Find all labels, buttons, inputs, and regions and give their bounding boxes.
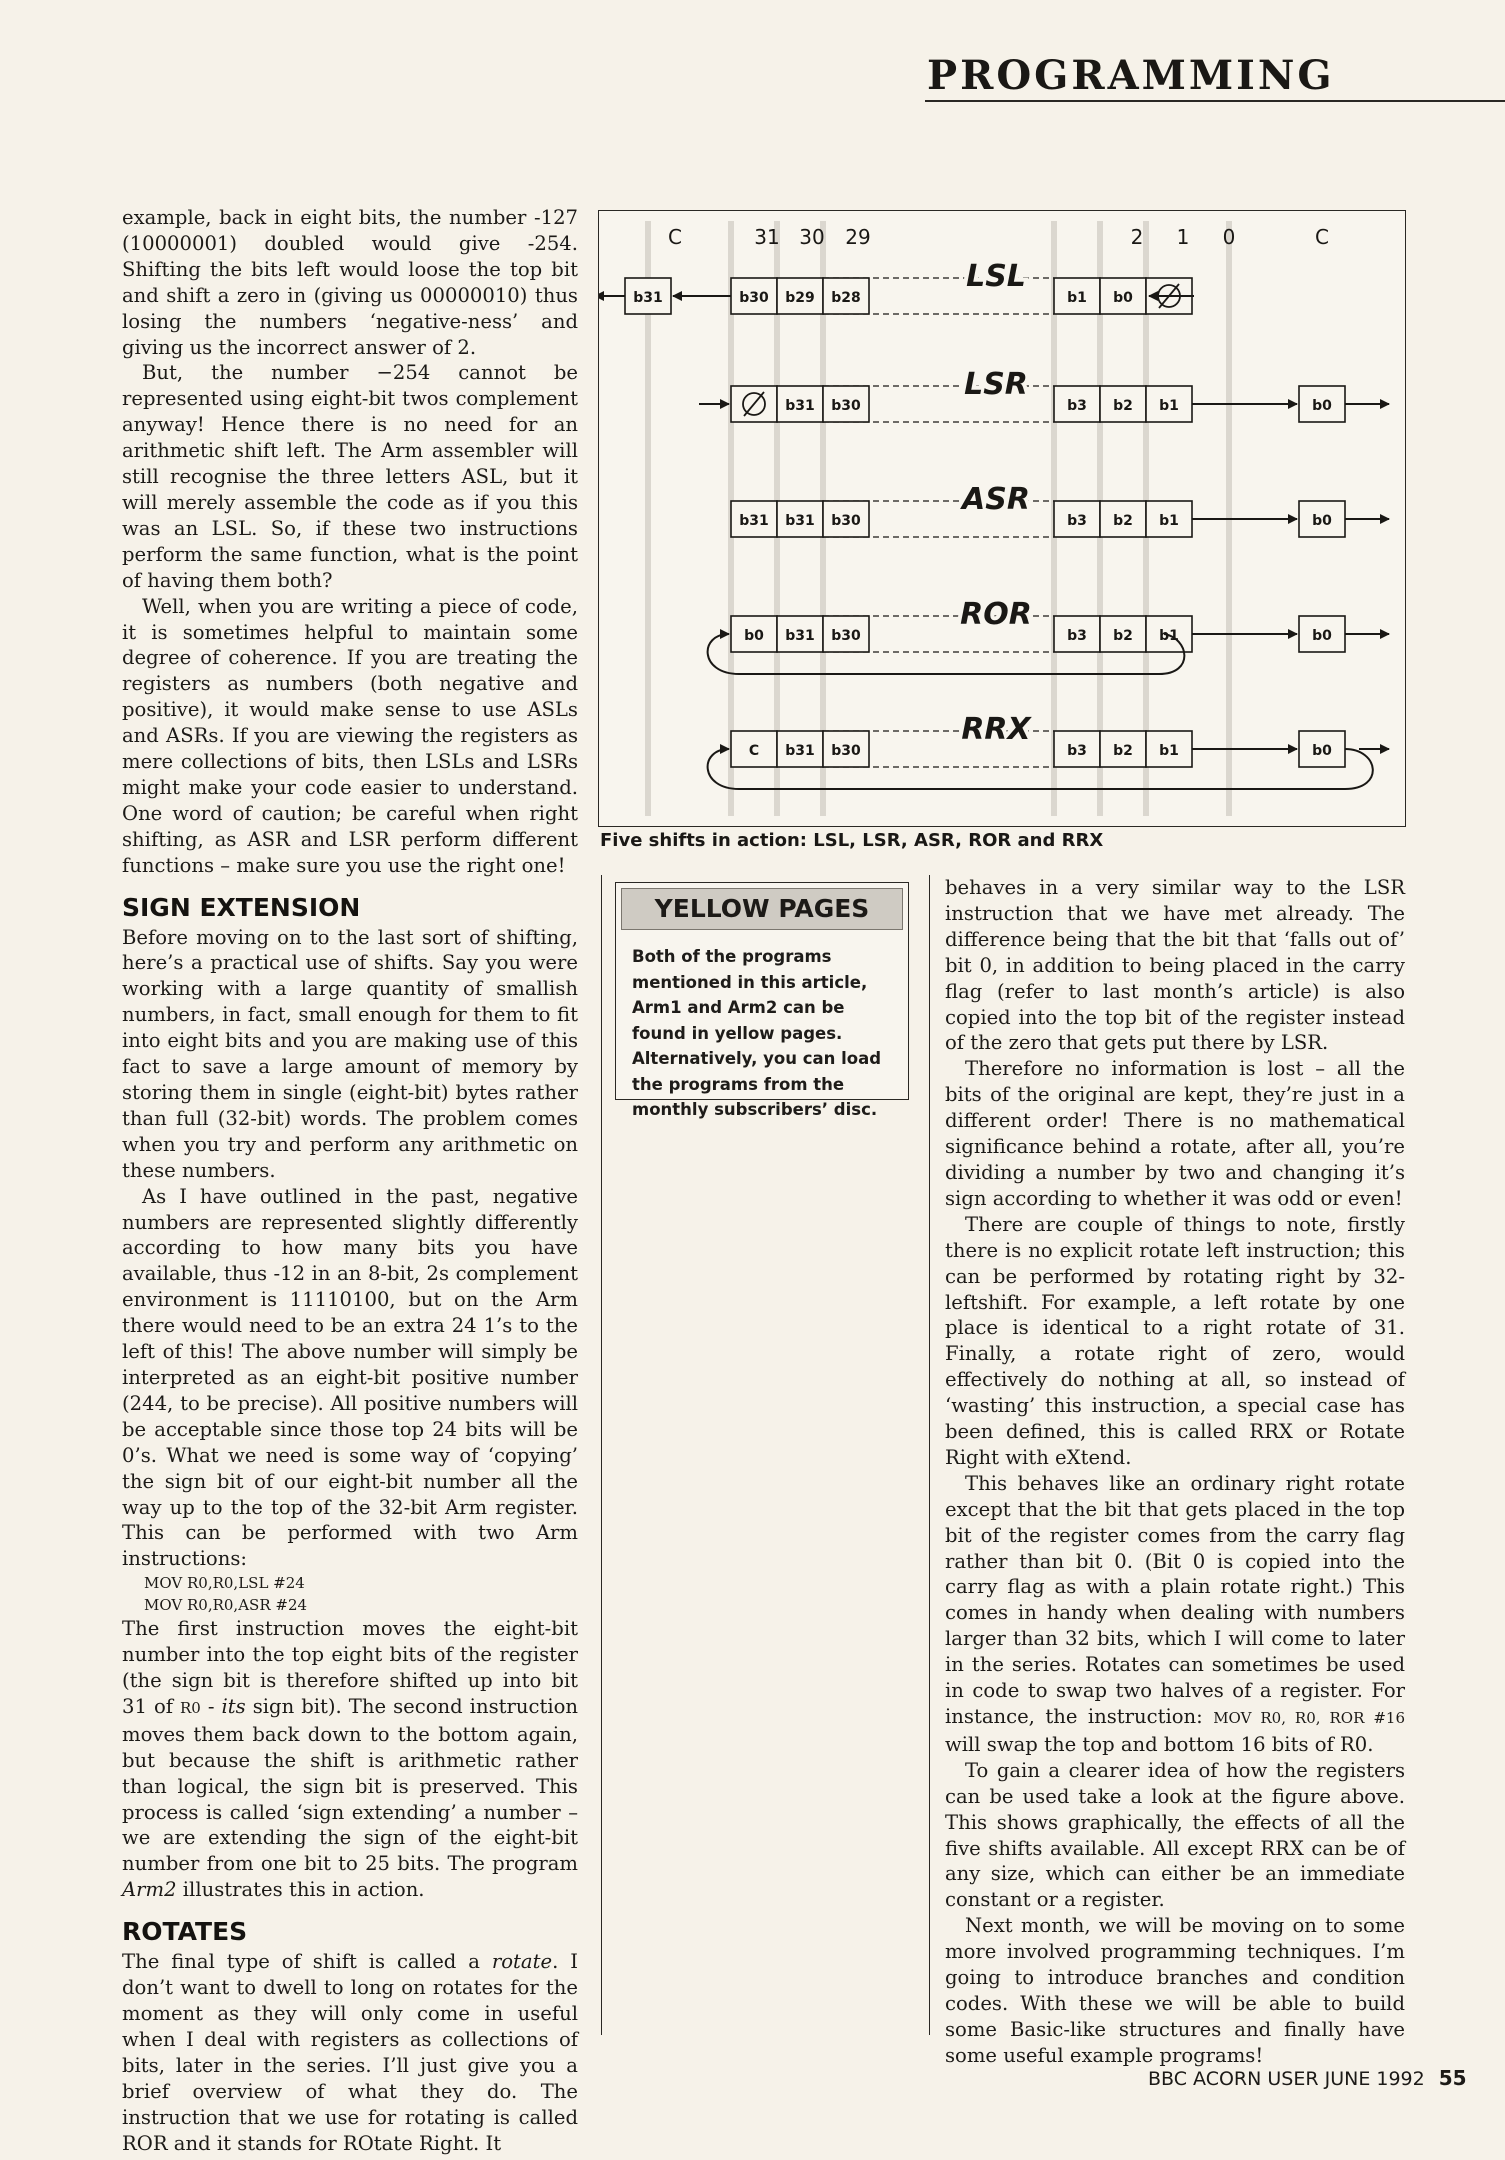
paragraph: behaves in a very similar way to the LSR instruction that we have met already. The difference being that the bit that ‘falls out of’ bit 0, in addition to being placed in the carry flag (refer to last month’s article) is also copied into the top bit of the register instead of the zero that gets put there by LSR. — [945, 876, 1405, 1055]
column-rule — [929, 875, 930, 2035]
heading-sign-extension: SIGN EXTENSION — [122, 892, 361, 922]
heading-rotates: ROTATES — [122, 1917, 248, 1947]
bit-cell: b30 — [831, 513, 861, 529]
bit-cell: b2 — [1113, 743, 1133, 759]
bit-cell: b3 — [1067, 743, 1087, 759]
bit-cell: b1 — [1159, 743, 1179, 759]
col-label: 2 — [1130, 225, 1144, 249]
paragraph: Before moving on to the last sort of shifting, here’s a practical use of shifts. Say you were working with a large quantity of smallish numbers, in fact, small enough for them to fit into eight bits and you are making use of this fact to save a large amount of memory by storing them in single (eight-bit) bytes rather than full (32-bit) words. The problem comes when you try and perform any arithmetic on these numbers. — [122, 925, 578, 1182]
code-line: MOV R0,R0,ASR #24 — [144, 1596, 308, 1615]
paragraph: example, back in eight bits, the number -127 (10000001) doubled would give -254. Shifting the bits left would loose the top bit and shift a zero in (giving us 00000010) thus losing the numbers ‘negative-ness’ and giving us the incorrect answer of 2. — [122, 206, 578, 359]
column-rule — [601, 875, 602, 2035]
col-label: 1 — [1176, 225, 1190, 249]
text-run: The final type of shift is called a — [122, 1950, 492, 1974]
figure-caption: Five shifts in action: LSL, LSR, ASR, ROR and RRX — [600, 830, 1104, 851]
col-label-carry: C — [1315, 225, 1329, 249]
code-line: MOV R0,R0,LSL #24 — [144, 1574, 305, 1593]
text-run: will swap the top and bottom 16 bits of R0. — [945, 1732, 1374, 1756]
code-inline: MOV R0, R0, ROR #16 — [1213, 1709, 1405, 1727]
section-title: PROGRAMMING — [927, 52, 1335, 99]
bit-cell: b31 — [739, 513, 769, 529]
shift-diagram-svg — [599, 211, 1405, 826]
bit-cell: b1 — [1159, 628, 1179, 644]
bit-cell: b29 — [785, 290, 815, 306]
carry-cell: b0 — [1312, 513, 1332, 529]
carry-cell: b31 — [633, 290, 663, 306]
shift-diagram — [598, 210, 1406, 827]
bit-cell: b30 — [739, 290, 769, 306]
bit-cell: b1 — [1067, 290, 1087, 306]
text-italic: its — [221, 1694, 246, 1718]
shift-name-rrx: RRX — [961, 712, 1031, 747]
bit-cell: b3 — [1067, 513, 1087, 529]
shift-name-lsl: LSL — [966, 259, 1026, 294]
bit-cell: b31 — [785, 628, 815, 644]
bit-cell: b0 — [1113, 290, 1133, 306]
text-run: - — [200, 1694, 222, 1718]
page-number: 55 — [1438, 2066, 1467, 2090]
magazine-issue: BBC ACORN USER JUNE 1992 — [1148, 2068, 1425, 2090]
text-run: This behaves like an ordinary right rotate except that the bit that gets placed in the top bit of the register comes from the carry flag rather than bit 0. (Bit 0 is copied into the carry flag as with a plain rotate right.) This comes in handy when dealing with numbers larger than 32 bits, which I will come to later in the series. Rotates can sometimes be used in code to swap two halves of a register. For instance, the instruction: — [945, 1471, 1405, 1728]
text-italic: rotate — [491, 1950, 553, 1974]
paragraph: Next month, we will be moving on to some more involved programming techniques. I’m going to introduce branches and condition codes. With these we will be able to build some Basic-like structures and finally have some useful example programs! — [945, 1914, 1405, 2067]
paragraph — [122, 1616, 578, 1903]
carry-cell: b0 — [1312, 398, 1332, 414]
bit-cell: C — [748, 743, 760, 759]
col-label: 31 — [754, 225, 780, 249]
bit-cell: b3 — [1067, 628, 1087, 644]
program-name: Arm2 — [122, 1878, 177, 1902]
paragraph: To gain a clearer idea of how the registers can be used take a look at the figure above. This shows graphically, the effects of all the five shifts available. All except RRX can be of any size, which can either be an immediate constant or a register. — [945, 1758, 1405, 1912]
yellow-pages-title: YELLOW PAGES — [621, 888, 903, 930]
paragraph: Well, when you are writing a piece of code, it is sometimes helpful to maintain some degree of coherence. If you are treating the registers as numbers (both negative and positive), it would make sense to use ASLs and ASRs. If you are viewing the registers as mere collections of bits, then LSLs and LSRs might make your code easier to understand. One word of caution; be careful when right shifting, as ASR and LSR perform different functions – make sure you use the right one! — [122, 594, 578, 877]
bit-cell: b1 — [1159, 513, 1179, 529]
bit-cell: b30 — [831, 398, 861, 414]
paragraph — [122, 1949, 578, 2156]
yellow-pages-box — [615, 882, 909, 1119]
page-footer — [1148, 2066, 1467, 2090]
text-run: . I don’t want to dwell to long on rotates for the moment as they will only come in useful when I deal with registers as collections of bits, later in the series. I’ll just give you a brief overview of what they do. The instruction that we use for rotating is called ROR and it stands for ROtate Right. It — [122, 1950, 578, 2155]
col-label: 29 — [845, 225, 871, 249]
bit-cell: b28 — [831, 290, 861, 306]
shift-name-lsr: LSR — [964, 367, 1028, 402]
bit-cell: b2 — [1113, 398, 1133, 414]
yellow-pages-body: Both of the programs mentioned in this article, Arm1 and Arm2 can be found in yellow pages. Alternatively, you can load the programs from the monthly subscribers’ disc. — [632, 947, 882, 1119]
col-label-carry: C — [668, 225, 682, 249]
bit-cell: b2 — [1113, 628, 1133, 644]
column-left — [122, 205, 578, 2156]
text-run: The first instruction moves the eight-bit number into the top eight bits of the register (the sign bit is therefore shifted up into bit 31 of — [122, 1617, 578, 1718]
col-label: 30 — [799, 225, 825, 249]
paragraph: But, the number −254 cannot be represented using eight-bit twos complement anyway! Hence there is no need for an arithmetic shift left. The Arm assembler will still recognise the three letters ASL, but it will merely assemble the code as if you this was an LSL. So, if these two instructions perform the same function, what is the point of having them both? — [122, 361, 578, 592]
code-inline: R0 — [180, 1698, 201, 1717]
shift-name-asr: ASR — [962, 482, 1030, 517]
text-run: sign bit). The second instruction moves them back down to the bottom again, but because the shift is arithmetic rather than logical, the sign bit is preserved. This process is called ‘sign extending’ a number – we are extending the sign of the eight-bit number from one bit to 25 bits. The program — [122, 1694, 579, 1876]
paragraph: As I have outlined in the past, negative numbers are represented slightly differently according to how many bits you have available, thus -12 in an 8-bit, 2s complement environment is 11110100, but on the Arm there would need to be an extra 24 1’s to the left of this! The above number will simply be interpreted as an eight-bit positive number (244, to be precise). All positive numbers will be acceptable since those top 24 bits will be 0’s. What we need is some way of ‘copying’ the sign bit of our eight-bit number all the way up to the top of the 32-bit Arm register. This can be performed with two Arm instructions: — [122, 1184, 578, 1571]
bit-cell: b31 — [785, 743, 815, 759]
carry-cell: b0 — [1312, 743, 1332, 759]
page-header — [925, 48, 1505, 102]
bit-cell: b31 — [785, 513, 815, 529]
carry-cell: b0 — [1312, 628, 1332, 644]
col-label: 0 — [1222, 225, 1236, 249]
bit-cell: b0 — [744, 628, 764, 644]
paragraph: There are couple of things to note, firstly there is no explicit rotate left instruction; this can be performed by rotating right by 32-leftshift. For example, a left rotate by one place is identical to a right rotate of 31. Finally, a rotate right of zero, would effectively do nothing at all, so instead of ‘wasting’ this instruction, a special case has been defined, this is called RRX or Rotate Right with eXtend. — [945, 1212, 1405, 1469]
bit-cell: b30 — [831, 743, 861, 759]
bit-cell: b2 — [1113, 513, 1133, 529]
paragraph: Therefore no information is lost – all the bits of the original are kept, they’re just in a different order! There is no mathematical significance behind a rotate, after all, you’re dividing a number by two and changing it’s sign according to whether it was odd or even! — [945, 1057, 1405, 1210]
paragraph — [945, 1471, 1405, 1758]
bit-cell: b3 — [1067, 398, 1087, 414]
bit-cell: b31 — [785, 398, 815, 414]
bit-cell: b30 — [831, 628, 861, 644]
column-right — [945, 875, 1405, 2069]
text-run: illustrates this in action. — [176, 1878, 425, 1902]
shift-name-ror: ROR — [960, 597, 1032, 632]
bit-cell: b1 — [1159, 398, 1179, 414]
